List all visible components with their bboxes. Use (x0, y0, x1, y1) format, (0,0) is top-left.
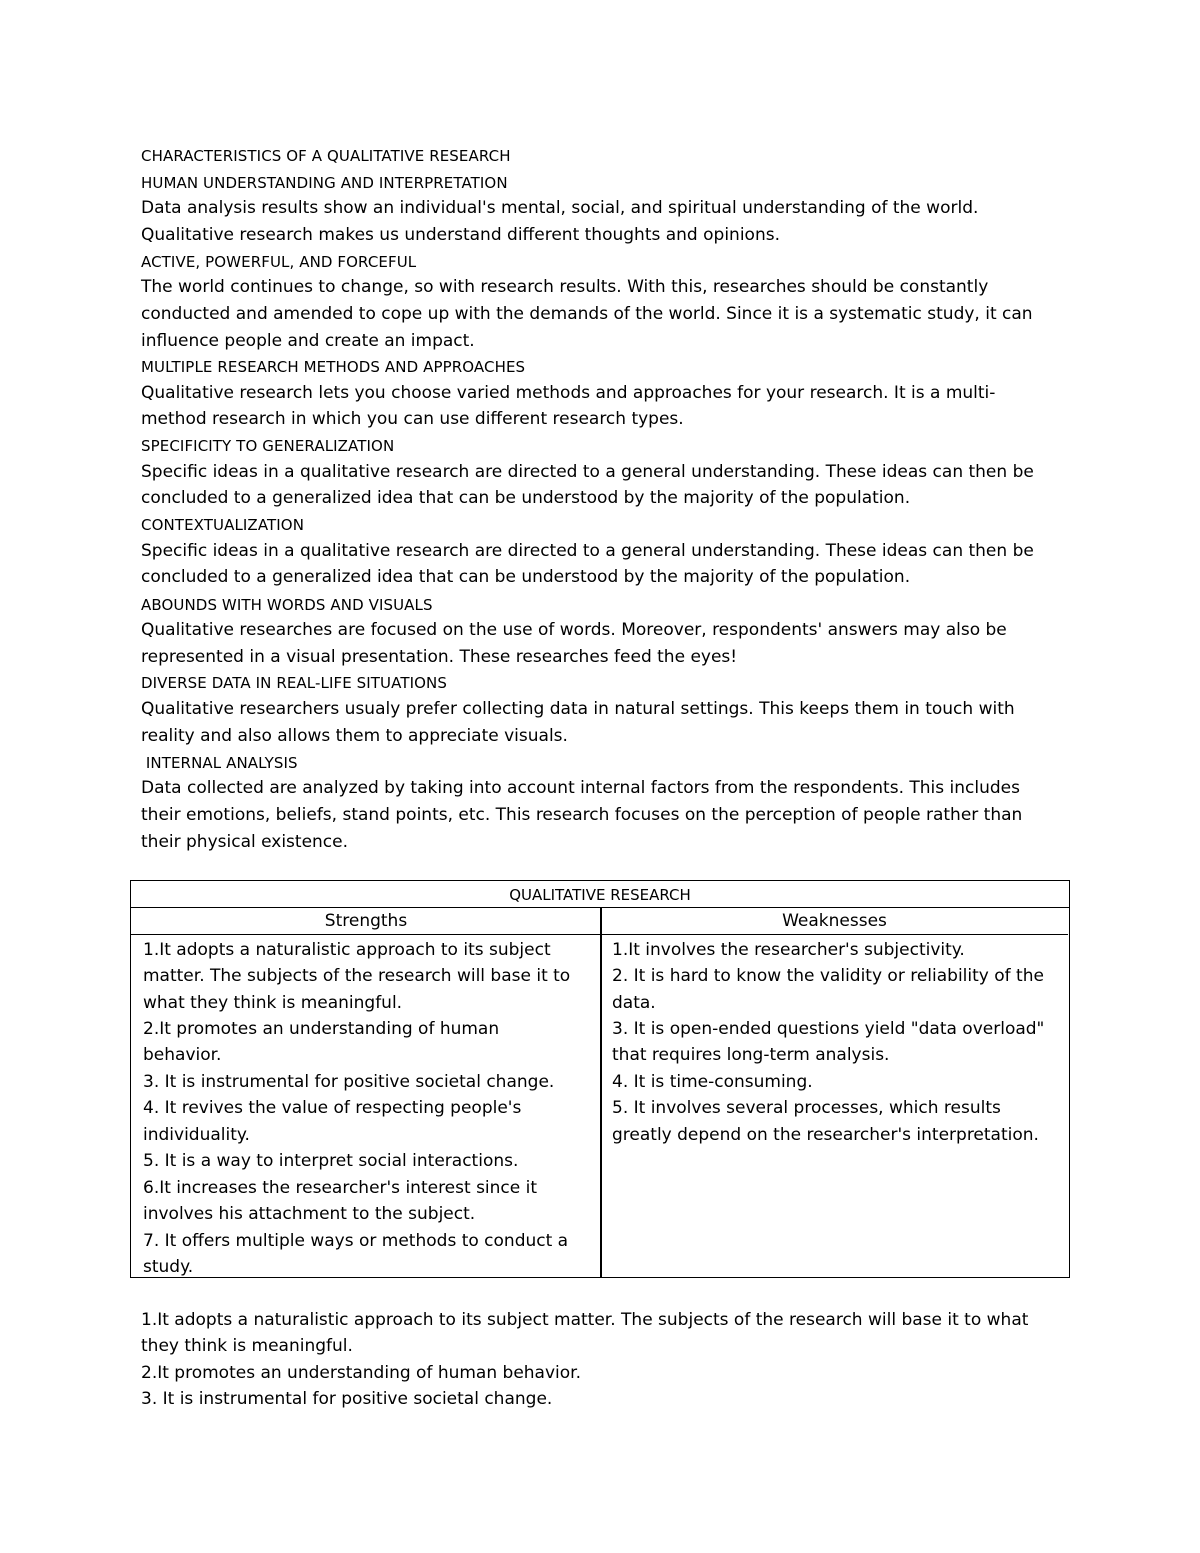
strength-line: involves his attachment to the subject. (143, 1204, 476, 1224)
strength-line: matter. The subjects of the research will base it to (143, 966, 571, 986)
section-heading-contextualization: CONTEXTUALIZATION (141, 516, 305, 534)
strength-line: behavior. (143, 1045, 222, 1065)
strength-line: 3. It is instrumental for positive societal change. (143, 1072, 555, 1092)
paragraph-line: concluded to a generalized idea that can be understood by the majority of the population. (141, 488, 911, 508)
weakness-line: data. (612, 993, 656, 1013)
section-heading-multiple-methods: MULTIPLE RESEARCH METHODS AND APPROACHES (141, 358, 526, 376)
paragraph-line: Qualitative researchers usualy prefer collecting data in natural settings. This keeps them in touch with (141, 699, 1015, 719)
paragraph-line: Specific ideas in a qualitative research are directed to a general understanding. These ideas can then be (141, 462, 1034, 482)
section-heading-human-understanding: HUMAN UNDERSTANDING AND INTERPRETATION (141, 174, 508, 192)
paragraph-line: they think is meaningful. (141, 1336, 353, 1356)
section-heading-words-visuals: ABOUNDS WITH WORDS AND VISUALS (141, 596, 433, 614)
paragraph-line: Data analysis results show an individual's mental, social, and spiritual understanding of the world. (141, 198, 979, 218)
strength-line: study. (143, 1257, 194, 1277)
strength-line: 4. It revives the value of respecting people's (143, 1098, 522, 1118)
table-title: QUALITATIVE RESEARCH (131, 881, 1069, 908)
paragraph-line: Qualitative researches are focused on the use of words. Moreover, respondents' answers may also be (141, 620, 1007, 640)
strength-line: individuality. (143, 1125, 250, 1145)
section-heading-active-powerful: ACTIVE, POWERFUL, AND FORCEFUL (141, 253, 417, 271)
qualitative-research-table (130, 880, 1070, 1278)
weakness-line: 4. It is time-consuming. (612, 1072, 813, 1092)
paragraph-line: 1.It adopts a naturalistic approach to its subject matter. The subjects of the research will base it to what (141, 1310, 1029, 1330)
weakness-line: 5. It involves several processes, which results (612, 1098, 1001, 1118)
paragraph-line: method research in which you can use different research types. (141, 409, 684, 429)
weakness-line: that requires long-term analysis. (612, 1045, 890, 1065)
strength-line: 6.It increases the researcher's interest since it (143, 1178, 538, 1198)
strength-line: 7. It offers multiple ways or methods to conduct a (143, 1231, 569, 1251)
strength-line: what they think is meaningful. (143, 993, 403, 1013)
paragraph-line: 3. It is instrumental for positive societal change. (141, 1389, 553, 1409)
paragraph-line: Qualitative research lets you choose varied methods and approaches for your research. It is a multi- (141, 383, 996, 403)
paragraph-line: The world continues to change, so with research results. With this, researches should be constantly (141, 277, 989, 297)
paragraph-line: concluded to a generalized idea that can be understood by the majority of the population. (141, 567, 911, 587)
paragraph-line: 2.It promotes an understanding of human behavior. (141, 1363, 581, 1383)
column-divider (600, 908, 602, 1277)
paragraph-line: reality and also allows them to appreciate visuals. (141, 726, 568, 746)
section-heading-internal-analysis: INTERNAL ANALYSIS (141, 754, 298, 772)
section-heading-specificity: SPECIFICITY TO GENERALIZATION (141, 437, 395, 455)
paragraph-line: their emotions, beliefs, stand points, etc. This research focuses on the perception of people rather than (141, 805, 1023, 825)
paragraph-line: Data collected are analyzed by taking into account internal factors from the respondents. This includes (141, 778, 1020, 798)
weakness-line: 1.It involves the researcher's subjectivity. (612, 940, 965, 960)
document-title: CHARACTERISTICS OF A QUALITATIVE RESEARCH (141, 147, 511, 165)
weakness-line: 3. It is open-ended questions yield "data overload" (612, 1019, 1045, 1039)
paragraph-line: conducted and amended to cope up with the demands of the world. Since it is a systematic study, it can (141, 304, 1033, 324)
paragraph-line: Specific ideas in a qualitative research are directed to a general understanding. These ideas can then be (141, 541, 1034, 561)
strengths-header: Strengths (131, 908, 601, 935)
strength-line: 2.It promotes an understanding of human (143, 1019, 500, 1039)
section-heading-diverse-data: DIVERSE DATA IN REAL-LIFE SITUATIONS (141, 674, 447, 692)
strength-line: 5. It is a way to interpret social interactions. (143, 1151, 519, 1171)
paragraph-line: influence people and create an impact. (141, 331, 475, 351)
paragraph-line: Qualitative research makes us understand different thoughts and opinions. (141, 225, 780, 245)
weaknesses-header: Weaknesses (601, 908, 1068, 935)
strength-line: 1.It adopts a naturalistic approach to its subject (143, 940, 551, 960)
weakness-line: greatly depend on the researcher's interpretation. (612, 1125, 1039, 1145)
paragraph-line: their physical existence. (141, 832, 349, 852)
weakness-line: 2. It is hard to know the validity or reliability of the (612, 966, 1044, 986)
paragraph-line: represented in a visual presentation. These researches feed the eyes! (141, 647, 738, 667)
